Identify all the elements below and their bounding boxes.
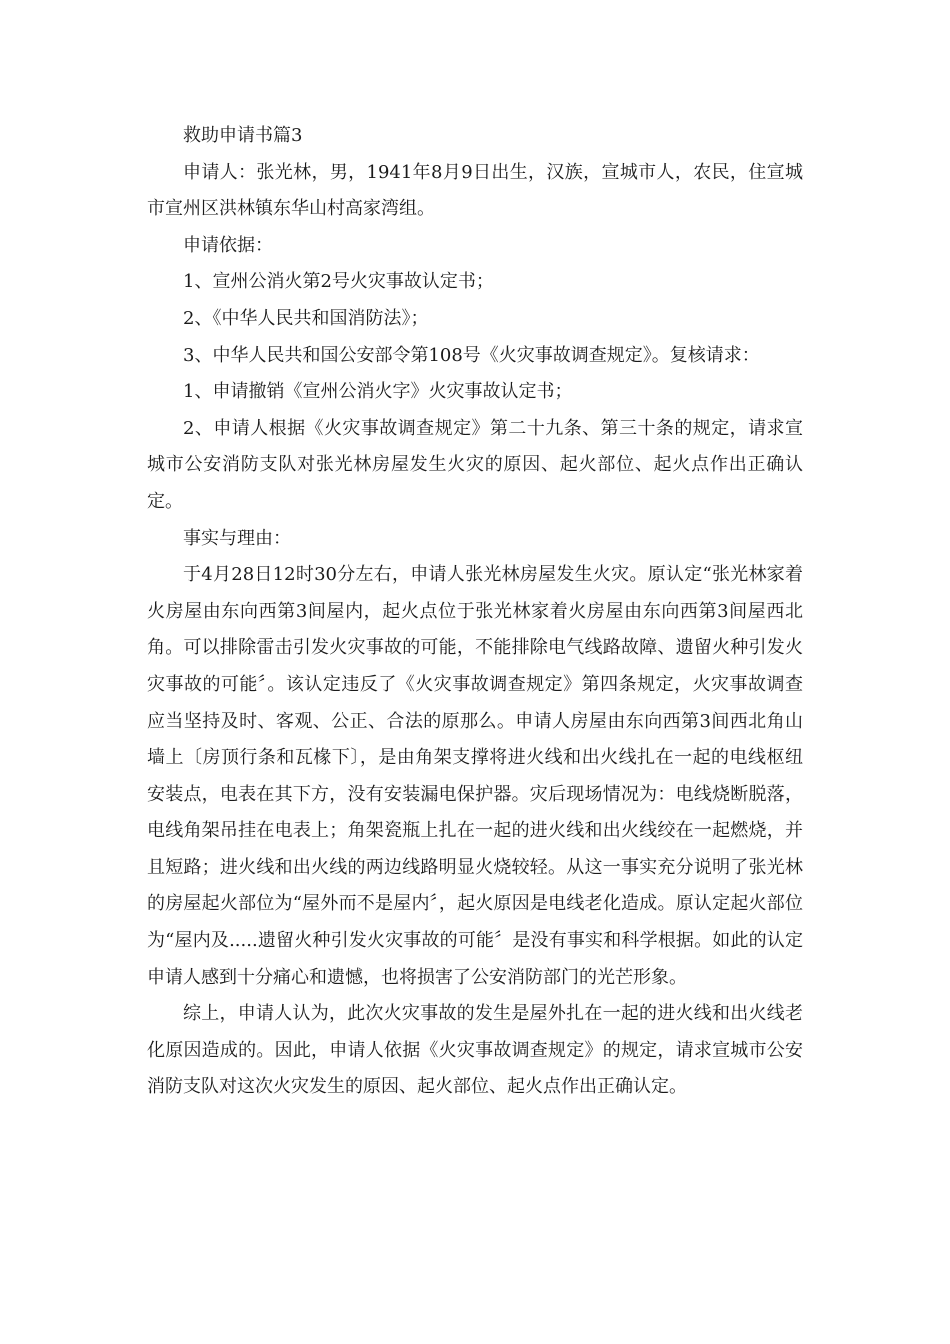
applicant-paragraph: 申请人：张光林，男，1941年8月9日出生，汉族，宣城市人，农民，住宣城市宣州区洪林镇东华山村高家湾组。	[147, 161, 803, 220]
request-item-1: 1、申请撤销《宣州公消火字》火灾事故认定书；	[183, 381, 573, 403]
facts-paragraph: 于4月28日12时30分左右，申请人张光林房屋发生火灾。原认定“张光林家着火房屋由东向西第3间屋内，起火点位于张光林家着火房屋由东向西第3间屋西北角。可以排除雷击引发火灾事故的可能，不能排除电气线路故障、遗留火种引发火灾事故的可能〞。该认定违反了《火灾事故调查规定》第四条规定，火灾事故调查应当坚持及时、客观、公正、合法的原那么。申请人房屋由东向西第3间西北角山墙上〔房顶行条和瓦椽下〕，是由角架支撑将进火线和出火线扎在一起的电线枢纽安装点，电表在其下方，没有安装漏电保护器。灾后现场情况为：电线烧断脱落，电线角架吊挂在电表上；角架瓷瓶上扎在一起的进火线和出火线绞在一起燃烧，并且短路；进火线和出火线的两边线路明显火烧较轻。从这一事实充分说明了张光林的房屋起火部位为“屋外而不是屋内〞，起火原因是电线老化造成。原认定起火部位为“屋内及.....遗留火种引发火灾事故的可能〞是没有事实和科学根据。如此的认定申请人感到十分痛心和遗憾，也将损害了公安消防部门的光芒形象。	[147, 564, 803, 988]
basis-heading: 申请依据：	[183, 234, 273, 256]
section-heading: 救助申请书篇3	[183, 125, 303, 146]
basis-item-3: 3、中华人民共和国公安部令第108号《火灾事故调查规定》。复核请求：	[183, 344, 760, 366]
document-body	[147, 118, 803, 1106]
basis-item-1: 1、宣州公消火第2号火灾事故认定书；	[183, 271, 494, 293]
facts-heading: 事实与理由：	[183, 527, 291, 549]
basis-item-2: 2、《中华人民共和国消防法》；	[183, 307, 429, 329]
conclusion-paragraph: 综上，申请人认为，此次火灾事故的发生是屋外扎在一起的进火线和出火线老化原因造成的。因此，申请人依据《火灾事故调查规定》的规定，请求宣城市公安消防支队对这次火灾发生的原因、起火部位、起火点作出正确认定。	[147, 1003, 803, 1098]
request-item-2: 2、申请人根据《火灾事故调查规定》第二十九条、第三十条的规定，请求宣城市公安消防支队对张光林房屋发生火灾的原因、起火部位、起火点作出正确认定。	[147, 417, 803, 512]
